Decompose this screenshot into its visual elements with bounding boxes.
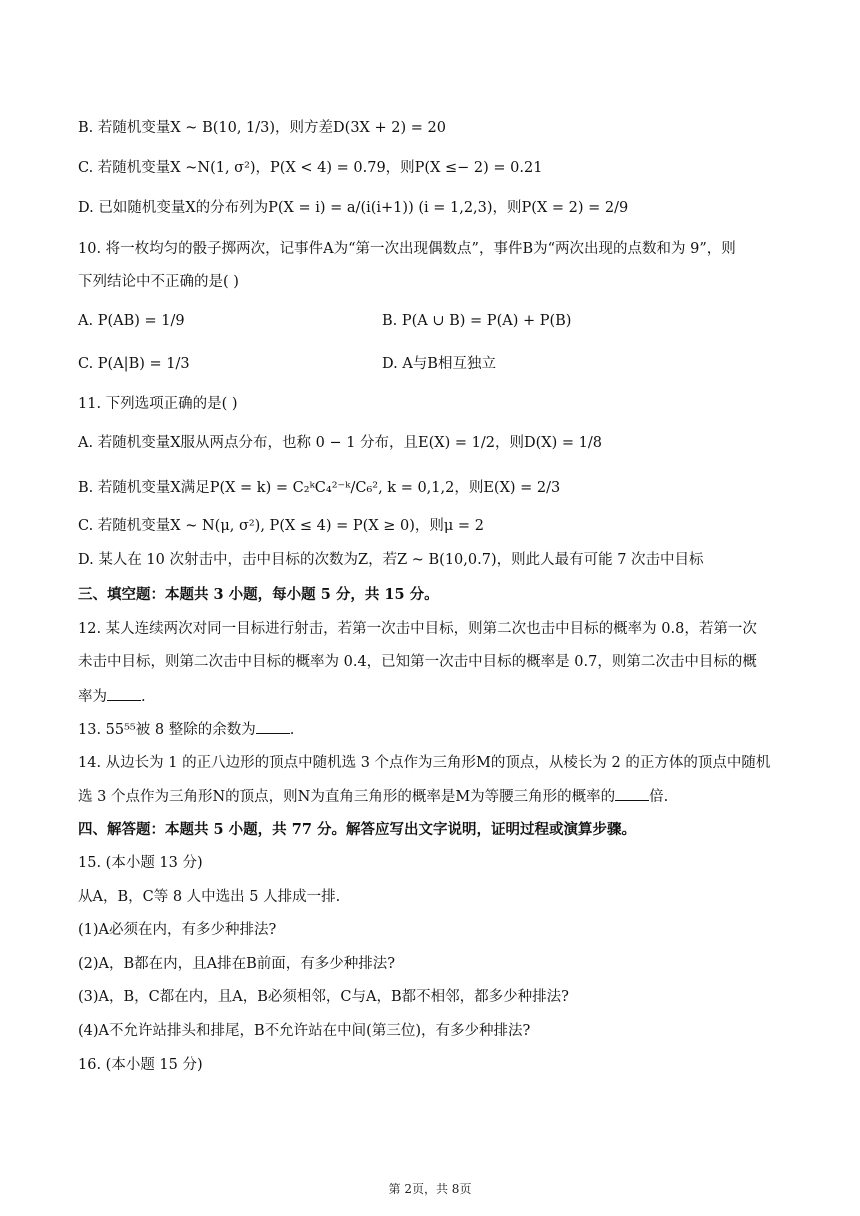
- q11-option-c: C. 若随机变量X ~ N(μ, σ²), P(X ≤ 4) = P(X ≥ 0)，则μ = 2: [78, 518, 484, 534]
- q14-line2-end: 倍.: [649, 789, 669, 805]
- q12-answer-blank: [107, 686, 141, 701]
- section-3-heading: 三、填空题：本题共 3 小题，每小题 5 分，共 15 分。: [78, 586, 439, 603]
- q15-stem: 从A，B，C等 8 人中选出 5 人排成一排.: [78, 889, 341, 905]
- q14-line1: 14. 从边长为 1 的正八边形的顶点中随机选 3 个点作为三角形M的顶点，从棱长为 2 的正方体的顶点中随机: [78, 755, 771, 771]
- q15-part3: (3)A，B，C都在内，且A，B必须相邻，C与A，B都不相邻，都多少种排法?: [78, 989, 569, 1005]
- section-4-heading: 四、解答题：本题共 5 小题，共 77 分。解答应写出文字说明，证明过程或演算步骤。: [78, 821, 636, 838]
- q14-line2: [78, 786, 800, 807]
- page-footer: 第 2页，共 8页: [388, 1182, 472, 1196]
- q9-option-c: C. 若随机变量X ~N(1, σ²)，P(X < 4) = 0.79，则P(X ≤− 2) = 0.21: [78, 160, 543, 176]
- q12-line3: [78, 686, 800, 707]
- q12-line3-end: .: [141, 689, 146, 705]
- q14-line2-text: 选 3 个点作为三角形N的顶点，则N为直角三角形的概率是M为等腰三角形的概率的: [78, 789, 616, 805]
- q10-option-b: B. P(A ∪ B) = P(A) + P(B): [382, 313, 572, 329]
- q10-stem-line1: 10. 将一枚均匀的骰子掷两次，记事件A为“第一次出现偶数点”，事件B为“两次出现的点数和为 9”，则: [78, 241, 736, 257]
- q16-title: 16. (本小题 15 分): [78, 1057, 203, 1073]
- q10-option-c: C. P(A|B) = 1/3: [78, 356, 190, 372]
- q11-option-b: B. 若随机变量X满足P(X = k) = C₂ᵏC₄²⁻ᵏ/C₆², k = 0,1,2，则E(X) = 2/3: [78, 480, 561, 496]
- q13-text: 13. 55⁵⁵被 8 整除的余数为: [78, 722, 256, 738]
- q10-option-a: A. P(AB) = 1/9: [78, 313, 185, 329]
- q12-line2: 未击中目标，则第二次击中目标的概率为 0.4，已知第一次击中目标的概率是 0.7，则第二次击中目标的概: [78, 654, 757, 670]
- q15-part2: (2)A，B都在内，且A排在B前面，有多少种排法?: [78, 956, 396, 972]
- q15-part4: (4)A不允许站排头和排尾，B不允许站在中间(第三位)，有多少种排法?: [78, 1023, 531, 1039]
- q10-option-d: D. A与B相互独立: [382, 356, 496, 372]
- q9-option-d: D. 已如随机变量X的分布列为P(X = i) = a/(i(i+1)) (i = 1,2,3)，则P(X = 2) = 2/9: [78, 200, 629, 216]
- q15-part1: (1)A必须在内，有多少种排法?: [78, 922, 277, 938]
- q9-option-b: B. 若随机变量X ~ B(10, 1/3)，则方差D(3X + 2) = 20: [78, 120, 446, 136]
- q12-line1: 12. 某人连续两次对同一目标进行射击，若第一次击中目标，则第二次也击中目标的概率为 0.8，若第一次: [78, 621, 757, 637]
- q12-line3-text: 率为: [78, 689, 107, 705]
- q13-answer-blank: [256, 719, 290, 734]
- q11-option-d: D. 某人在 10 次射击中，击中目标的次数为Z，若Z ~ B(10,0.7)，则此人最有可能 7 次击中目标: [78, 552, 704, 568]
- q13-end: .: [289, 722, 295, 738]
- q11-option-a: A. 若随机变量X服从两点分布，也称 0 − 1 分布，且E(X) = 1/2，则D(X) = 1/8: [78, 435, 602, 451]
- q10-stem-line2: 下列结论中不正确的是( ): [78, 274, 239, 290]
- q11-stem: 11. 下列选项正确的是( ): [78, 396, 238, 412]
- q13-line: [78, 719, 800, 740]
- q15-title: 15. (本小题 13 分): [78, 855, 203, 871]
- q14-answer-blank: [615, 786, 649, 801]
